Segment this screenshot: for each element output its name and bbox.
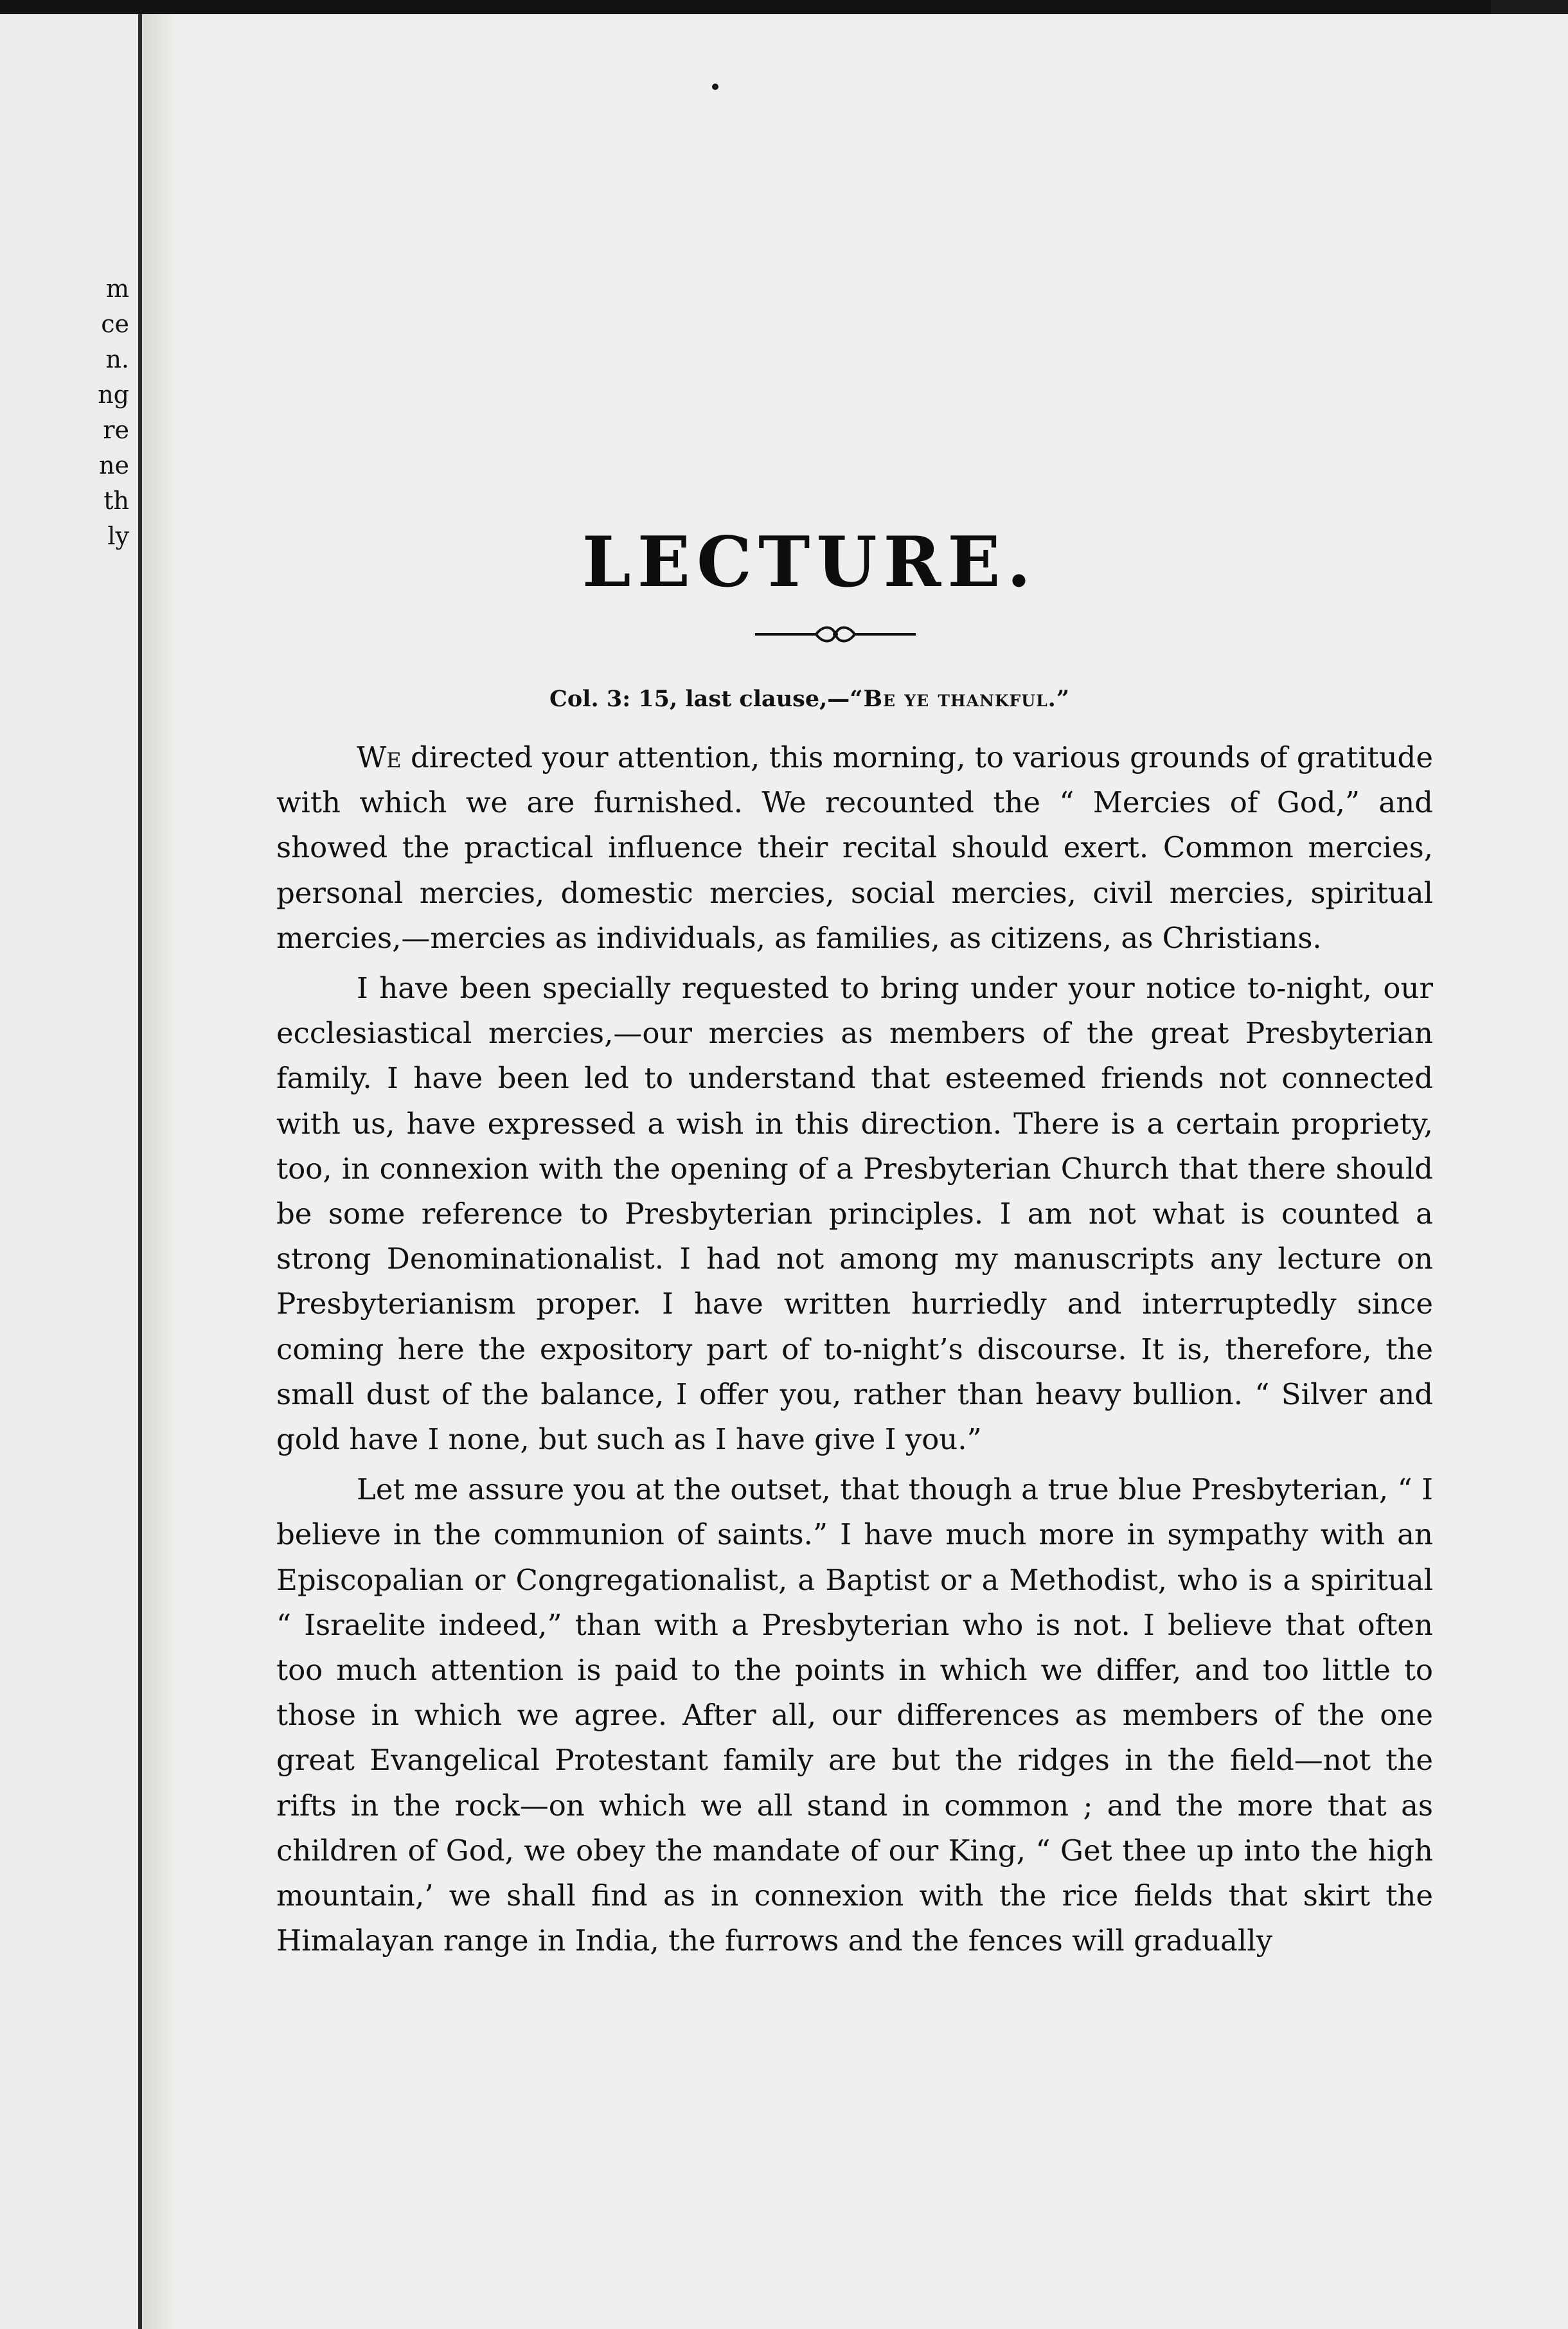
paragraph-text: Let me assure you at the outset, that though a true blue Presbyterian, “ I believe in the communion of saints.” I have much more in sympathy with an Episcopalian or Congregationalist, a Baptist or a Methodist, who is a spiritual “ Israelite indeed,” than with a Presbyterian who is not. I believe that often too much attention is paid to the points in which we differ, and too little to those in which we agree. After all, our differences as members of the one great Evangelical Protestant family are but the ridges in the field—not the rifts in the rock—on which we all stand in common ; and the more that as children of God, we obey the mandate of our King, “ Get thee up into the high mountain,’ we shall find as in connexion with the rice fields that skirt the Himalayan range in India, the furrows and the fences will gradually [276,1472,1433,1958]
scripture-epigraph [174,686,1446,712]
facing-page-fragment: th [103,486,129,515]
page-title: LECTURE. [582,522,1038,603]
paragraph-text: directed your attention, this morning, to various grounds of gratitude with which we are furnished. We recounted the “ Mercies of God,” and showed the practical influence their recital should exert. Common mercies, personal mercies, domestic mercies, social mercies, civil mercies, spiritual mercies,—mercies as individuals, as families, as citizens, as Christians. [276,740,1433,955]
lecture-page [174,14,1568,2329]
facing-page-fragment: ly [107,522,129,550]
paragraph-text: I have been specially requested to bring under your notice to-night, our ecclesiastical mercies,—our mercies as members of the great Presbyterian family. I have been led to understand that esteemed friends not connected with us, have expressed a wish in this direction. There is a certain propriety, too, in connexion with the opening of a Presbyterian Church that there should be some reference to Presbyterian principles. I am not what is counted a strong Denominationalist. I had not among my manuscripts any lecture on Presbyterianism proper. I have written hurriedly and interruptedly since coming here the expository part of to-night’s discourse. It is, therefore, the small dust of the balance, I offer you, rather than heavy bullion. “ Silver and gold have I none, but such as I have give I you.” [276,971,1433,1457]
printer-mark-dot [712,84,718,90]
facing-page-fragment: re [103,416,129,444]
scan-top-edge [0,0,1568,14]
title-ornament [755,621,916,647]
facing-page-fragment: ng [98,380,129,409]
gutter-shadow [142,14,174,2329]
paragraph [276,966,1433,1462]
facing-page-fragment: ce [101,310,129,338]
facing-page-fragment: ne [99,451,129,479]
facing-page-text-fragments [98,271,129,554]
facing-page-fragment: n. [105,345,129,373]
facing-page-fragment: m [105,274,129,303]
epigraph-citation: Col. 3: 15, last clause,— [549,686,850,712]
lecture-body [276,735,1433,1963]
facing-page-edge [0,14,142,2329]
paragraph-lead-word: We [357,740,402,774]
paragraph [276,735,1433,961]
epigraph-quote: “Be ye thankful.” [850,686,1071,712]
paragraph [276,1467,1433,1963]
